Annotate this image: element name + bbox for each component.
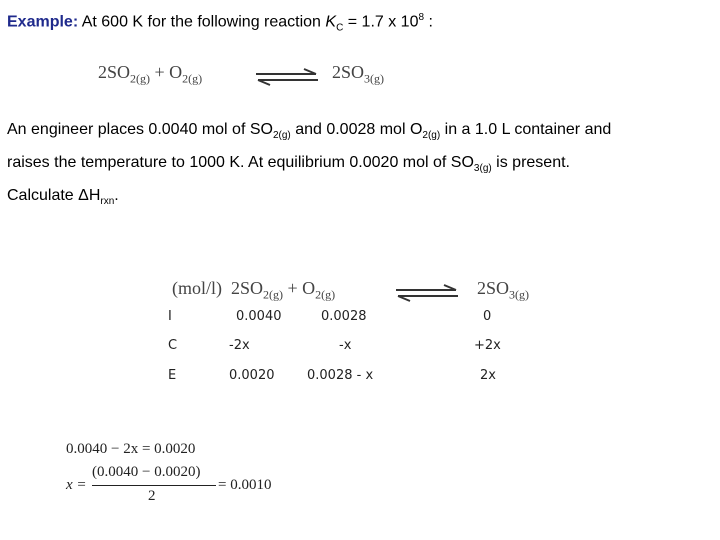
reaction-equation-2 xyxy=(172,278,335,303)
product-so3-formula: 2SO xyxy=(332,62,365,82)
problem-text: raises the temperature to 1000 K. At equilibrium 0.0020 mol of SO xyxy=(7,154,474,171)
problem-text: . xyxy=(114,187,119,204)
reactant-so2: 2SO xyxy=(231,278,264,298)
reactant-o2: O xyxy=(302,278,316,298)
plus-sign: + xyxy=(150,62,170,82)
problem-sub: rxn xyxy=(100,196,115,208)
problem-line-1 xyxy=(7,121,611,141)
problem-text: in a 1.0 L container and xyxy=(440,121,612,138)
heading-colon: : xyxy=(424,13,433,31)
reactant-so2-sub: 2(g) xyxy=(263,287,284,302)
problem-sub: 2(g) xyxy=(422,130,441,142)
example-heading xyxy=(7,12,433,34)
solution-x-label xyxy=(66,477,87,494)
ice-cell: -x xyxy=(339,338,352,353)
x-variable: x = xyxy=(66,477,87,493)
ice-row-label: E xyxy=(168,368,177,383)
problem-sub: 2(g) xyxy=(272,130,291,142)
fraction-denominator: 2 xyxy=(148,488,156,504)
example-label: Example: xyxy=(7,13,79,31)
reactant-so2-sub: 2(g) xyxy=(130,71,151,86)
product-so3 xyxy=(332,62,384,87)
ice-row-label: C xyxy=(168,338,178,353)
k-value: = 1.7 x 10 xyxy=(343,13,419,31)
product-so3 xyxy=(477,278,529,303)
problem-text: An engineer places 0.0040 mol of SO xyxy=(7,121,273,138)
product-so3-formula: 2SO xyxy=(477,278,510,298)
ice-cell: -2x xyxy=(229,338,250,353)
equilibrium-arrow-icon xyxy=(254,68,320,86)
ice-cell: 0.0040 xyxy=(236,309,282,324)
solution-result: = 0.0010 xyxy=(218,477,272,493)
k-symbol: K xyxy=(325,13,337,31)
k-exponent: 8 xyxy=(418,12,425,23)
ice-cell: 0.0028 xyxy=(321,309,367,324)
problem-sub: 3(g) xyxy=(473,163,492,175)
ice-cell: 0.0028 - x xyxy=(307,368,374,383)
problem-line-3 xyxy=(7,187,119,207)
equilibrium-arrow-icon xyxy=(394,284,460,302)
fraction-numerator: (0.0040 − 0.0020) xyxy=(92,464,201,480)
plus-sign: + xyxy=(283,278,303,298)
reactant-o2: O xyxy=(169,62,183,82)
ice-cell: +2x xyxy=(474,338,501,353)
ice-row-label: I xyxy=(168,309,172,324)
solution-equation: 0.0040 − 2x = 0.0020 xyxy=(66,441,196,457)
reactant-o2-sub: 2(g) xyxy=(182,71,203,86)
units-label: (mol/l) xyxy=(172,278,222,298)
problem-text: Calculate ΔH xyxy=(7,187,101,204)
reactant-o2-sub: 2(g) xyxy=(315,287,336,302)
problem-line-2 xyxy=(7,154,570,174)
heading-text: At 600 K for the following reaction xyxy=(81,13,326,31)
ice-cell: 0.0020 xyxy=(229,368,275,383)
reactant-so2: 2SO xyxy=(98,62,131,82)
ice-cell: 0 xyxy=(483,309,492,324)
problem-text: and 0.0028 mol O xyxy=(290,121,423,138)
reaction-equation-1 xyxy=(98,62,202,87)
ice-cell: 2x xyxy=(480,368,496,383)
product-so3-sub: 3(g) xyxy=(364,71,385,86)
k-subscript: C xyxy=(336,22,344,34)
fraction-bar xyxy=(92,485,216,486)
product-so3-sub: 3(g) xyxy=(509,287,530,302)
problem-text: is present. xyxy=(491,154,570,171)
